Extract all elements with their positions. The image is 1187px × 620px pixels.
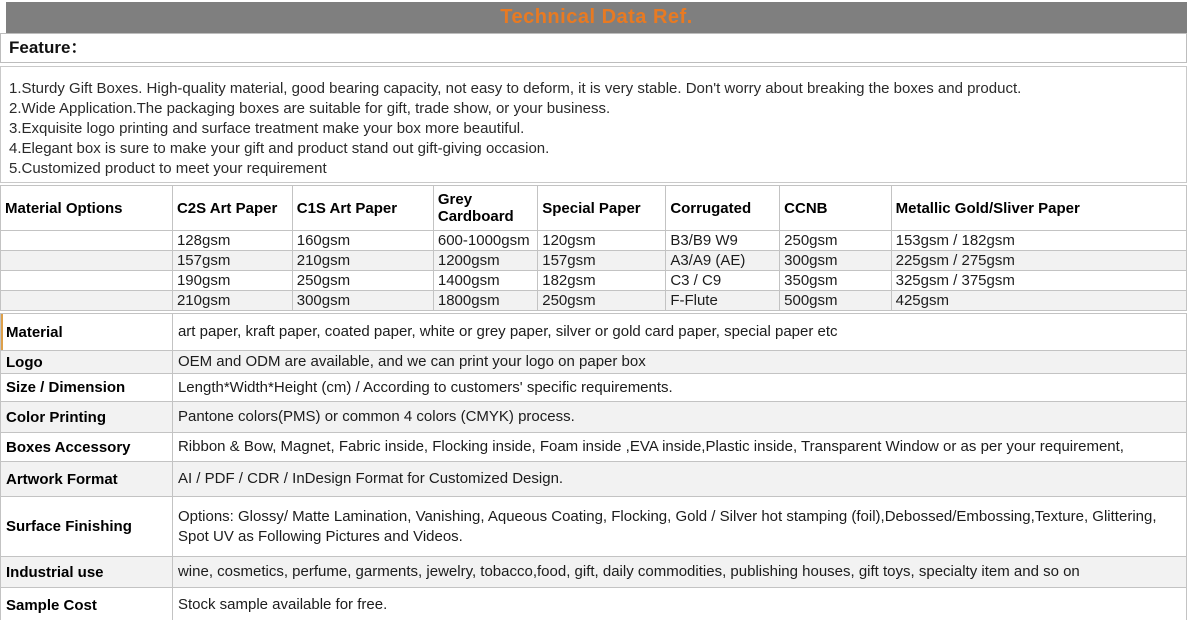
spec-label: Boxes Accessory <box>1 433 173 462</box>
materials-data-cell <box>1 231 173 251</box>
spec-value: art paper, kraft paper, coated paper, white or grey paper, silver or gold card paper, special paper etc <box>172 314 1186 351</box>
materials-data-cell: 250gsm <box>780 231 891 251</box>
materials-header-row <box>1 186 1187 231</box>
materials-data-cell: 1400gsm <box>433 271 537 291</box>
spec-value: Ribbon & Bow, Magnet, Fabric inside, Flocking inside, Foam inside ,EVA inside,Plastic inside, Transparent Window or as per your requirement, <box>172 433 1186 462</box>
materials-data-cell: 160gsm <box>292 231 433 251</box>
materials-data-cell: 190gsm <box>172 271 292 291</box>
materials-data-cell: 500gsm <box>780 291 891 311</box>
materials-data-cell: 120gsm <box>538 231 666 251</box>
spec-value: AI / PDF / CDR / InDesign Format for Customized Design. <box>172 462 1186 497</box>
materials-data-cell: 157gsm <box>538 251 666 271</box>
materials-header-cell: C1S Art Paper <box>292 186 433 231</box>
spec-row <box>1 462 1187 497</box>
spec-row <box>1 351 1187 374</box>
spec-label: Industrial use <box>1 557 173 588</box>
spec-value: Options: Glossy/ Matte Lamination, Vanishing, Aqueous Coating, Flocking, Gold / Silver hot stamping (foil),Debossed/Embossing,Texture, Glittering, Spot UV as Following Pictures and Videos. <box>172 497 1186 557</box>
spec-label: Surface Finishing <box>1 497 173 557</box>
spec-label: Artwork Format <box>1 462 173 497</box>
spec-value: Pantone colors(PMS) or common 4 colors (CMYK) process. <box>172 402 1186 433</box>
materials-header-cell: Special Paper <box>538 186 666 231</box>
spec-value: OEM and ODM are available, and we can print your logo on paper box <box>172 351 1186 374</box>
materials-data-row <box>1 231 1187 251</box>
materials-data-cell <box>1 291 173 311</box>
spec-row <box>1 497 1187 557</box>
spec-label: Material <box>1 314 173 351</box>
spec-label: Logo <box>1 351 173 374</box>
feature-heading-label: Feature： <box>9 38 88 57</box>
materials-data-row <box>1 291 1187 311</box>
materials-header-cell: CCNB <box>780 186 891 231</box>
materials-data-cell: 250gsm <box>292 271 433 291</box>
feature-heading <box>0 33 1187 63</box>
spec-row <box>1 402 1187 433</box>
materials-data-cell: 600-1000gsm <box>433 231 537 251</box>
materials-data-cell: 300gsm <box>780 251 891 271</box>
materials-data-cell: 250gsm <box>538 291 666 311</box>
spec-label: Size / Dimension <box>1 374 173 402</box>
materials-data-cell: 350gsm <box>780 271 891 291</box>
spec-row <box>1 433 1187 462</box>
materials-data-cell: C3 / C9 <box>666 271 780 291</box>
materials-header-cell: Grey Cardboard <box>433 186 537 231</box>
materials-data-cell: 182gsm <box>538 271 666 291</box>
feature-item: 4.Elegant box is sure to make your gift and product stand out gift-giving occasion. <box>9 140 550 157</box>
feature-item: 5.Customized product to meet your requirement <box>9 160 327 177</box>
materials-data-cell <box>1 251 173 271</box>
materials-data-row <box>1 251 1187 271</box>
spec-row <box>1 374 1187 402</box>
feature-item: 2.Wide Application.The packaging boxes are suitable for gift, trade show, or your business. <box>9 100 611 117</box>
spec-row <box>1 588 1187 620</box>
materials-data-cell: 210gsm <box>292 251 433 271</box>
materials-data-cell: 300gsm <box>292 291 433 311</box>
materials-data-cell: 425gsm <box>891 291 1186 311</box>
spec-value: Length*Width*Height (cm) / According to customers' specific requirements. <box>172 374 1186 402</box>
materials-data-cell: 1800gsm <box>433 291 537 311</box>
spec-label: Color Printing <box>1 402 173 433</box>
feature-item: 3.Exquisite logo printing and surface treatment make your box more beautiful. <box>9 120 525 137</box>
materials-data-cell: 325gsm / 375gsm <box>891 271 1186 291</box>
materials-data-cell: 225gsm / 275gsm <box>891 251 1186 271</box>
spec-label: Sample Cost <box>1 588 173 620</box>
materials-data-cell: 153gsm / 182gsm <box>891 231 1186 251</box>
title-bar <box>6 2 1187 33</box>
materials-options-table <box>0 185 1187 311</box>
materials-header-cell: C2S Art Paper <box>172 186 292 231</box>
materials-header-cell: Material Options <box>1 186 173 231</box>
spec-value: Stock sample available for free. <box>172 588 1186 620</box>
materials-data-cell: 210gsm <box>172 291 292 311</box>
materials-data-cell: 128gsm <box>172 231 292 251</box>
specifications-table <box>0 313 1187 620</box>
materials-data-cell: 157gsm <box>172 251 292 271</box>
materials-data-row <box>1 271 1187 291</box>
feature-list <box>0 66 1187 183</box>
spec-value: wine, cosmetics, perfume, garments, jewelry, tobacco,food, gift, daily commodities, publishing houses, gift toys, specialty item and so on <box>172 557 1186 588</box>
materials-data-cell <box>1 271 173 291</box>
materials-data-cell: F-Flute <box>666 291 780 311</box>
materials-data-cell: 1200gsm <box>433 251 537 271</box>
feature-item: 1.Sturdy Gift Boxes. High-quality material, good bearing capacity, not easy to deform, it is very stable. Don't worry about breaking the boxes and product. <box>9 80 1022 97</box>
materials-header-cell: Corrugated <box>666 186 780 231</box>
page-title: Technical Data Ref. <box>500 6 693 28</box>
materials-data-cell: B3/B9 W9 <box>666 231 780 251</box>
materials-header-cell: Metallic Gold/Sliver Paper <box>891 186 1186 231</box>
spec-row <box>1 314 1187 351</box>
materials-data-cell: A3/A9 (AE) <box>666 251 780 271</box>
spec-row <box>1 557 1187 588</box>
